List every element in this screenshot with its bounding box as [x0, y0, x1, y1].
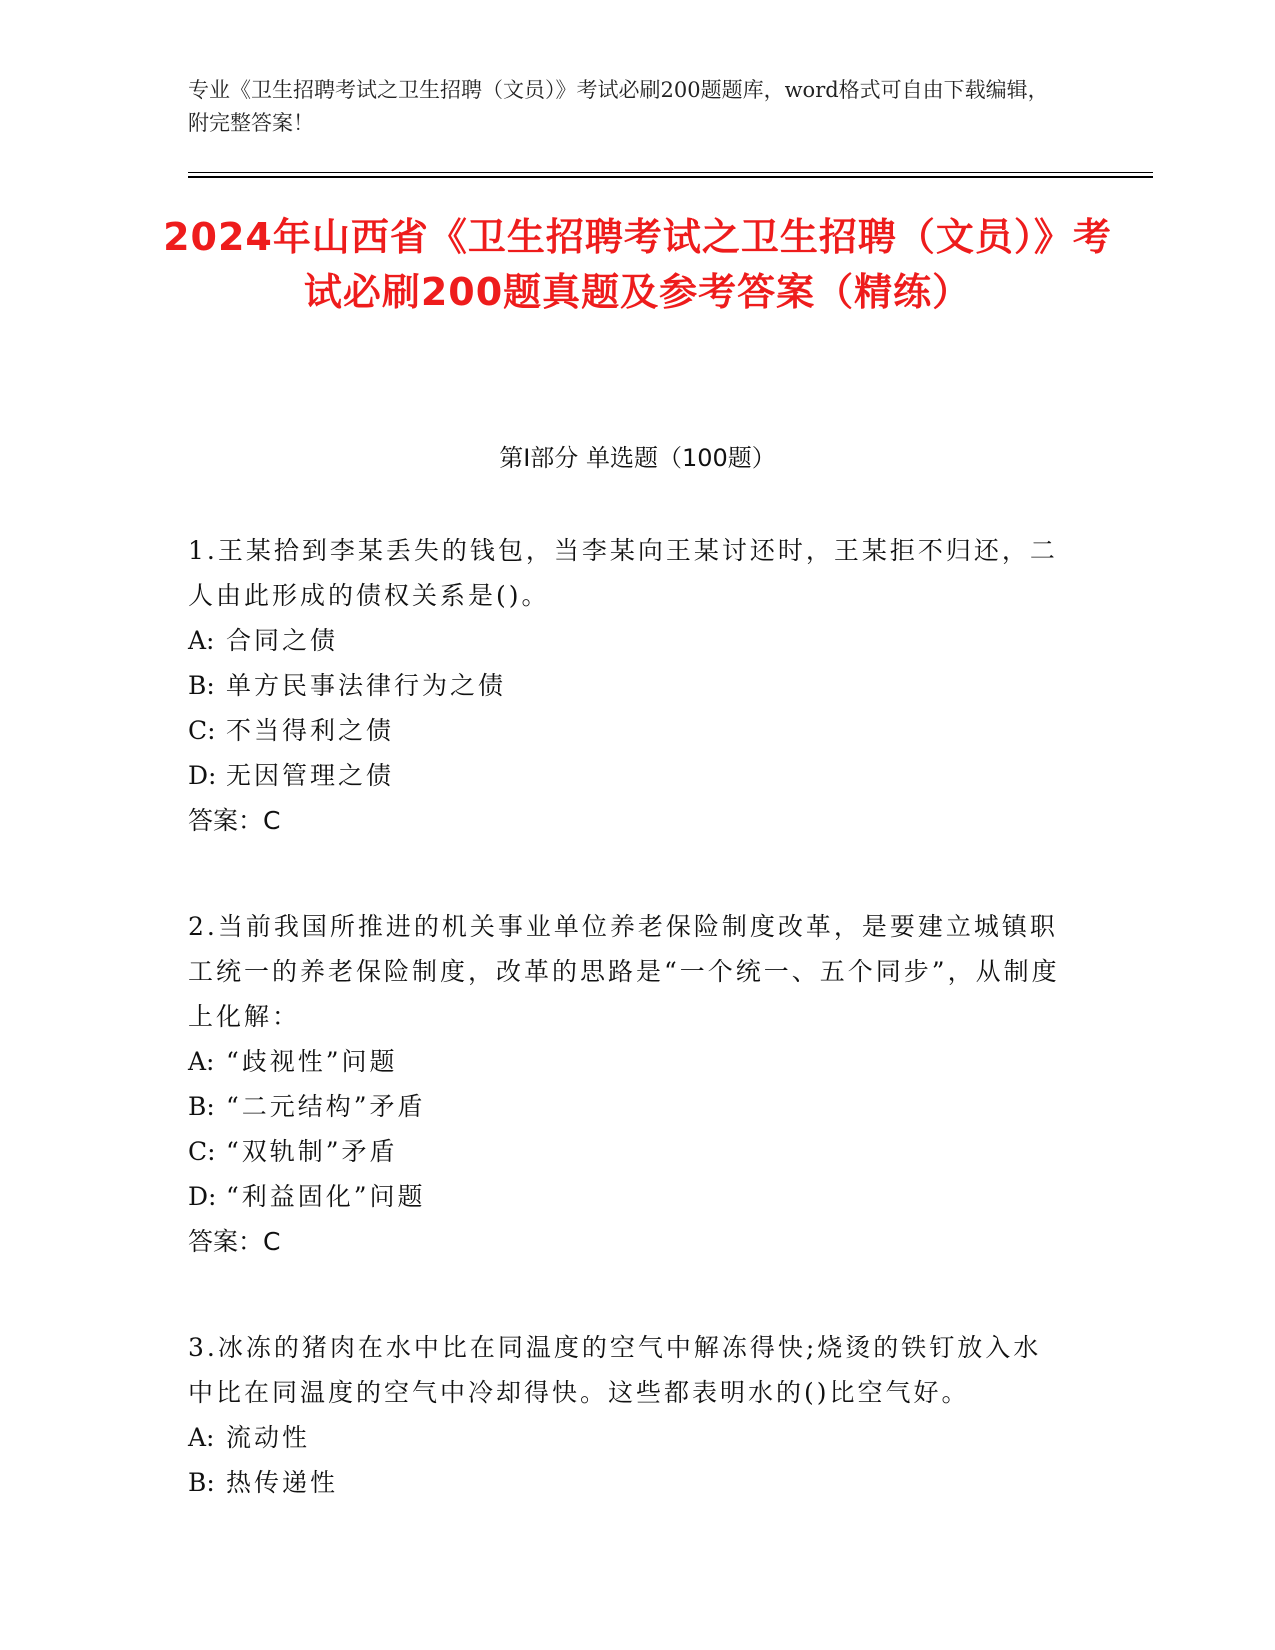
option-key: A: — [188, 1423, 215, 1452]
option-key: C: — [188, 716, 216, 745]
option-text: 不当得利之债 — [226, 716, 395, 745]
answer-value: C — [263, 1227, 281, 1256]
option-text: 流动性 — [226, 1423, 311, 1452]
answer-line — [188, 1219, 1068, 1265]
document-title: 2024年山西省《卫生招聘考试之卫生招聘（文员）》考试必刷200题真题及参考答案（精练） — [163, 215, 1112, 314]
header-note: 专业《卫生招聘考试之卫生招聘（文员）》考试必刷200题题库，word格式可自由下载编辑，附完整答案！ — [188, 78, 1049, 135]
section-title: 第I部分 单选题（100题） — [499, 444, 776, 472]
option-key: D: — [188, 761, 217, 790]
option-key: A: — [188, 626, 215, 655]
answer-line — [188, 798, 1068, 844]
option-key: A: — [188, 1047, 215, 1076]
question-stem: 1.王某拾到李某丢失的钱包，当李某向王某讨还时，王某拒不归还，二人由此形成的债权关系是()。 — [188, 536, 1058, 610]
option-row — [188, 753, 1068, 798]
option-row — [188, 663, 1068, 708]
option-row — [188, 1415, 1068, 1460]
option-key: B: — [188, 671, 215, 700]
header-divider-thin — [188, 172, 1153, 173]
option-row — [188, 1084, 1068, 1129]
option-row — [188, 618, 1068, 663]
option-text: “双轨制”矛盾 — [226, 1137, 398, 1166]
option-key: B: — [188, 1092, 215, 1121]
option-text: 热传递性 — [226, 1468, 339, 1497]
answer-value: C — [263, 806, 281, 835]
question-list — [188, 528, 1068, 1565]
option-row — [188, 708, 1068, 753]
question-item — [188, 904, 1068, 1265]
option-row — [188, 1174, 1068, 1219]
option-text: “利益固化”问题 — [226, 1182, 426, 1211]
answer-label: 答案： — [188, 806, 264, 835]
option-row — [188, 1460, 1068, 1505]
option-key: B: — [188, 1468, 215, 1497]
option-text: “二元结构”矛盾 — [226, 1092, 426, 1121]
question-stem: 2.当前我国所推进的机关事业单位养老保险制度改革，是要建立城镇职工统一的养老保险制度，改革的思路是“一个统一、五个同步”，从制度上化解： — [188, 912, 1060, 1031]
option-text: “歧视性”问题 — [226, 1047, 398, 1076]
option-text: 无因管理之债 — [226, 761, 395, 790]
answer-label: 答案： — [188, 1227, 264, 1256]
option-key: D: — [188, 1182, 217, 1211]
question-item — [188, 528, 1068, 844]
option-text: 单方民事法律行为之债 — [226, 671, 507, 700]
option-text: 合同之债 — [226, 626, 339, 655]
question-item — [188, 1325, 1068, 1505]
option-key: C: — [188, 1137, 216, 1166]
option-row — [188, 1039, 1068, 1084]
option-row — [188, 1129, 1068, 1174]
question-stem: 3.冰冻的猪肉在水中比在同温度的空气中解冻得快;烧烫的铁钉放入水中比在同温度的空气中冷却得快。这些都表明水的()比空气好。 — [188, 1333, 1042, 1407]
header-divider-thick — [188, 176, 1153, 178]
